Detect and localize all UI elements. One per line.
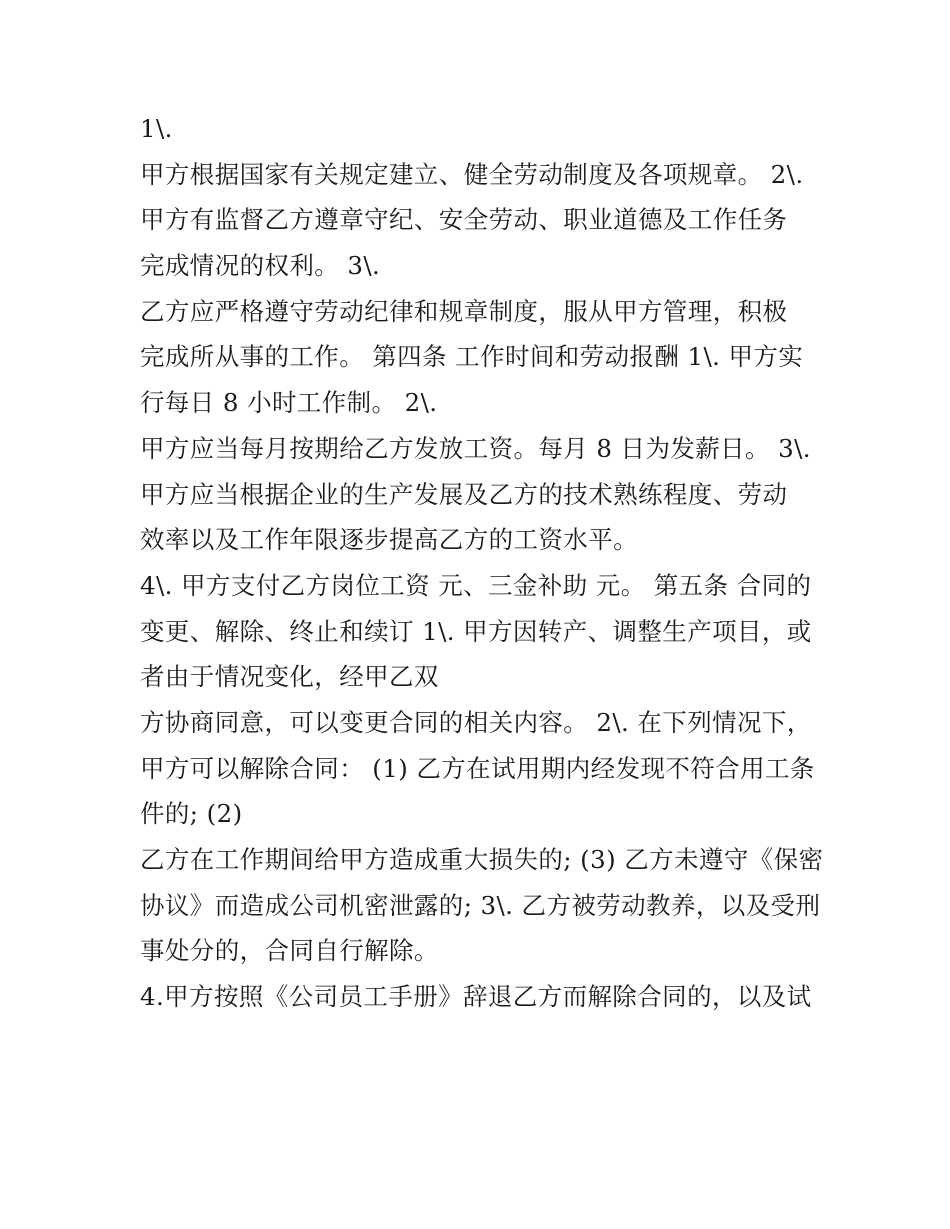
text-line: 1\. [140, 114, 173, 143]
text-line: 方协商同意，可以变更合同的相关内容。 2\. 在下列情况下， [140, 707, 812, 737]
text-line: 效率以及工作年限逐步提高乙方的工资水平。 [140, 525, 638, 555]
text-line: 甲方应当根据企业的生产发展及乙方的技术熟练程度、劳动 [140, 479, 788, 509]
text-line: 乙方应严格遵守劳动纪律和规章制度，服从甲方管理，积极 [140, 296, 788, 326]
text-line: 变更、解除、终止和续订 1\. 甲方因转产、调整生产项目，或 [140, 616, 812, 646]
text-line: 件的; (2) [140, 799, 243, 829]
contract-text [140, 106, 824, 1020]
text-line: 乙方在工作期间给甲方造成重大损失的; (3) 乙方未遵守《保密 [140, 845, 824, 874]
text-line: 甲方有监督乙方遵章守纪、安全劳动、职业道德及工作任务 [140, 205, 788, 235]
text-line: 事处分的，合同自行解除。 [140, 936, 439, 966]
text-line: 4\. 甲方支付乙方岗位工资 元、三金补助 元。 第五条 合同的 [140, 570, 812, 600]
text-line: 4.甲方按照《公司员工手册》辞退乙方而解除合同的，以及试 [140, 982, 812, 1012]
text-line: 行每日 8 小时工作制。 2\. [140, 388, 438, 418]
text-line: 甲方根据国家有关规定建立、健全劳动制度及各项规章。 2\. [140, 159, 804, 189]
text-line: 完成情况的权利。 3\. [140, 251, 381, 281]
text-line: 者由于情况变化，经甲乙双 [140, 662, 439, 692]
text-line: 甲方应当每月按期给乙方发放工资。每月 8 日为发薪日。 3\. [140, 433, 811, 463]
text-line: 甲方可以解除合同： (1) 乙方在试用期内经发现不符合用工条 [140, 753, 815, 783]
text-line: 完成所从事的工作。 第四条 工作时间和劳动报酬 1\. 甲方实 [140, 342, 804, 372]
text-line: 协议》而造成公司机密泄露的; 3\. 乙方被劳动教养，以及受刑 [140, 890, 821, 920]
